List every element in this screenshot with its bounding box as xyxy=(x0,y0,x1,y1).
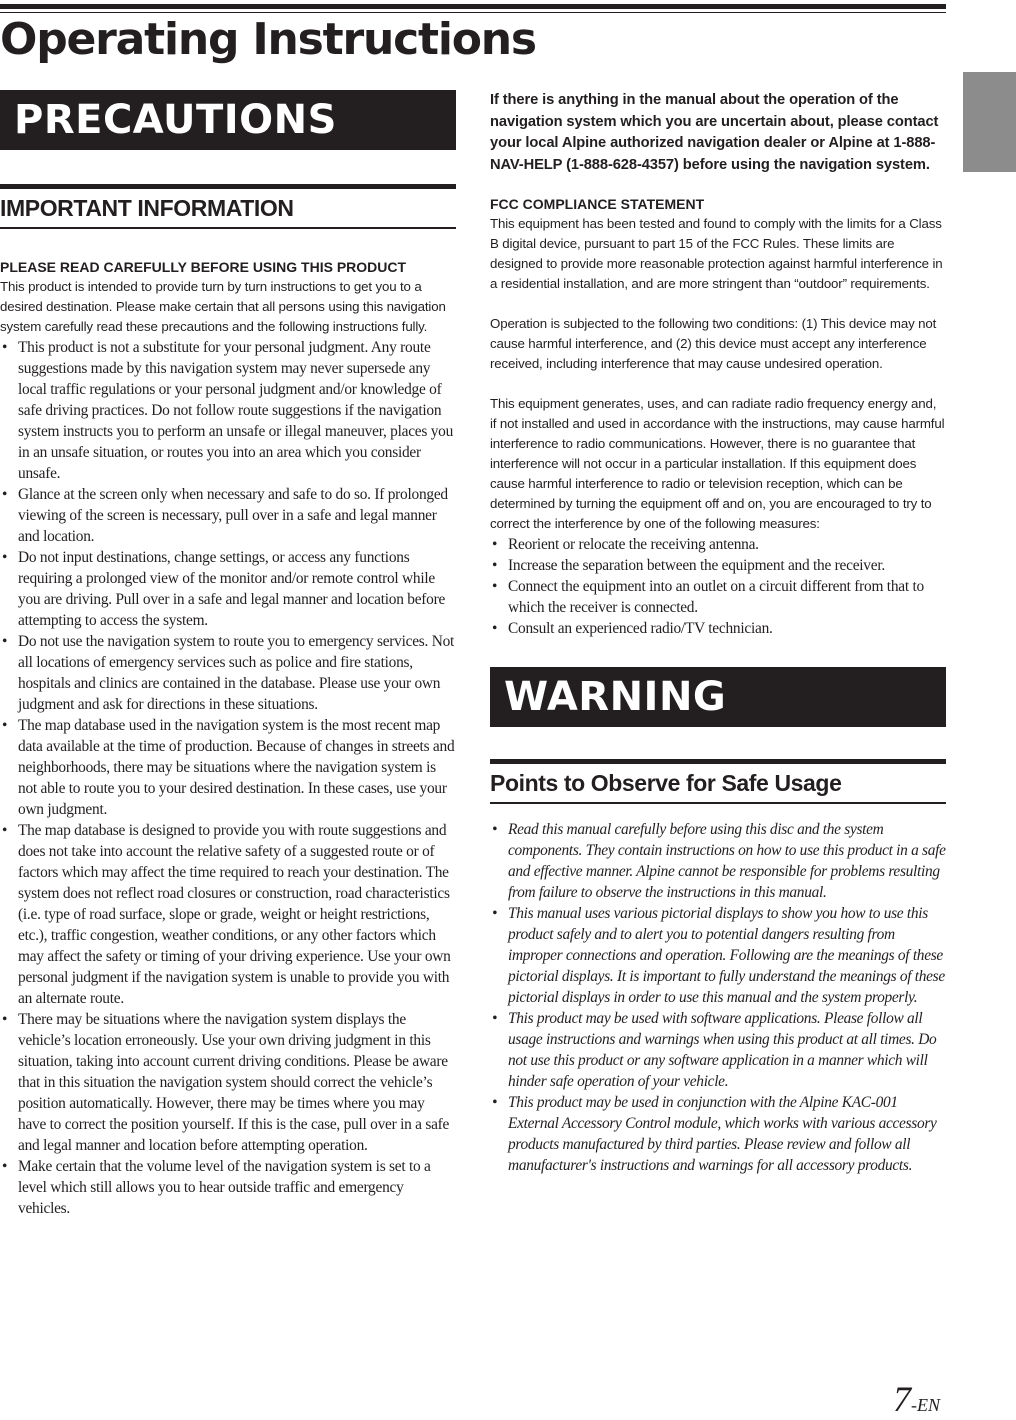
top-rule-thick xyxy=(0,4,946,9)
list-item: • Glance at the screen only when necessary and safe to do so. If prolonged viewing of the screen is necessary, pull over in a safe and legal manner and location. xyxy=(0,484,456,547)
fcc-paragraph: Operation is subjected to the following two conditions: (1) This device may not cause harmful interference, and (2) this device must accept any interference received, including interference that may cause undesired operation. xyxy=(490,316,937,371)
fcc-paragraph: This equipment has been tested and found to comply with the limits for a Class B digital device, pursuant to part 15 of the FCC Rules. These limits are designed to provide more reasonable protection against harmful interference in a residential installation, and are more stringent than “outdoor” requirements. xyxy=(490,216,943,291)
list-item: • Read this manual carefully before using this disc and the system components. They contain instructions on how to use this product in a safe and effective manner. Alpine cannot be responsible for problems resulting from failure to observe the instructions in this manual. xyxy=(490,819,946,903)
list-item: • Increase the separation between the equipment and the receiver. xyxy=(490,555,946,576)
page-language-suffix: -EN xyxy=(911,1395,940,1415)
interference-measures-list xyxy=(490,534,946,639)
left-column xyxy=(0,90,456,1219)
page-number-digit: 7 xyxy=(893,1379,911,1419)
page-title: Operating Instructions xyxy=(0,14,536,65)
safe-usage-list xyxy=(490,819,946,1176)
important-information-heading: IMPORTANT INFORMATION xyxy=(0,184,456,229)
list-item: • Connect the equipment into an outlet on a circuit different from that to which the receiver is connected. xyxy=(490,576,946,618)
list-item: • This product may be used in conjunction with the Alpine KAC-001 External Accessory Control module, which works with various accessory products manufactured by third parties. Please review and follow all manufacturer's instructions and warnings for all accessory products. xyxy=(490,1092,946,1176)
precautions-list xyxy=(0,337,456,1219)
fcc-paragraph: This equipment generates, uses, and can radiate radio frequency energy and, if not installed and used in accordance with the instructions, may cause harmful interference to radio communications. However, there is no guarantee that interference will not occur in a particular installation. If this equipment does cause harmful interference to radio or television reception, which can be determined by turning the equipment off and on, you are encouraged to try to correct the interference by one of the following measures: xyxy=(490,396,945,531)
fcc-heading: FCC COMPLIANCE STATEMENT xyxy=(490,196,705,212)
list-item: • Reorient or relocate the receiving antenna. xyxy=(490,534,946,555)
intro-paragraph: This product is intended to provide turn by turn instructions to get you to a desired destination. Please make certain that all persons using this navigation system carefully read these precautions and the following instructions fully. xyxy=(0,279,446,334)
read-carefully-subheading: PLEASE READ CAREFULLY BEFORE USING THIS PRODUCT xyxy=(0,259,407,275)
list-item: • Make certain that the volume level of the navigation system is set to a level which still allows you to hear outside traffic and emergency vehicles. xyxy=(0,1156,456,1219)
list-item: • This product is not a substitute for your personal judgment. Any route suggestions made by this navigation system may never supersede any local traffic regulations or your personal judgment and/or knowledge of safe driving practices. Do not follow route suggestions if the navigation system instructs you to perform an unsafe or illegal maneuver, places you in an unsafe situation, or routes you into an area which you consider unsafe. xyxy=(0,337,456,484)
list-item: • Consult an experienced radio/TV technician. xyxy=(490,618,946,639)
precautions-banner: PRECAUTIONS xyxy=(0,90,456,150)
list-item: • This product may be used with software applications. Please follow all usage instructions and warnings when using this product at all times. Do not use this product or any software application in a manner which will hinder safe operation of your vehicle. xyxy=(490,1008,946,1092)
list-item: • Do not input destinations, change settings, or access any functions requiring a prolonged view of the monitor and/or remote control while you are driving. Pull over in a safe and legal manner and location before attempting to access the system. xyxy=(0,547,456,631)
right-column xyxy=(490,90,946,1176)
warning-banner: WARNING xyxy=(490,667,946,727)
list-item: • Do not use the navigation system to route you to emergency services. Not all locations of emergency services such as police and fire stations, hospitals and clinics are contained in the database. Please use your own judgment and ask for directions in these situations. xyxy=(0,631,456,715)
dealer-contact-notice: If there is anything in the manual about the operation of the navigation system which you are uncertain about, please contact your local Alpine authorized navigation dealer or Alpine at 1-888-NAV-HELP (1-888-628-4357) before using the navigation system. xyxy=(490,92,939,173)
section-thumb-tab xyxy=(963,72,1016,172)
list-item: • The map database used in the navigation system is the most recent map data available at the time of production. Because of changes in streets and neighborhoods, there may be situations where the navigation system is not able to route you to your desired destination. In these cases, use your own judgment. xyxy=(0,715,456,820)
list-item: • The map database is designed to provide you with route suggestions and does not take into account the relative safety of a suggested route or of factors which may affect the time required to reach your destination. The system does not reflect road closures or construction, road characteristics (i.e. type of road surface, slope or grade, weight or height restrictions, etc.), traffic congestion, weather conditions, or any other factors which may affect the safety or timing of your driving experience. Use your own personal judgment if the navigation system is unable to provide you with an alternate route. xyxy=(0,820,456,1009)
list-item: • There may be situations where the navigation system displays the vehicle’s location erroneously. Use your own driving judgment in this situation, taking into account current driving conditions. Please be aware that in this situation the navigation system should correct the vehicle’s position automatically. However, there may be times where you may have to correct the position yourself. If this is the case, pull over in a safe and legal manner and location before attempting operation. xyxy=(0,1009,456,1156)
safe-usage-heading: Points to Observe for Safe Usage xyxy=(490,759,946,804)
page-number xyxy=(893,1378,940,1420)
list-item: • This manual uses various pictorial displays to show you how to use this product safely and to alert you to potential dangers resulting from improper connections and operation. Following are the meanings of these pictorial displays. It is important to fully understand the meanings of these pictorial displays in order to use this manual and the system properly. xyxy=(490,903,946,1008)
